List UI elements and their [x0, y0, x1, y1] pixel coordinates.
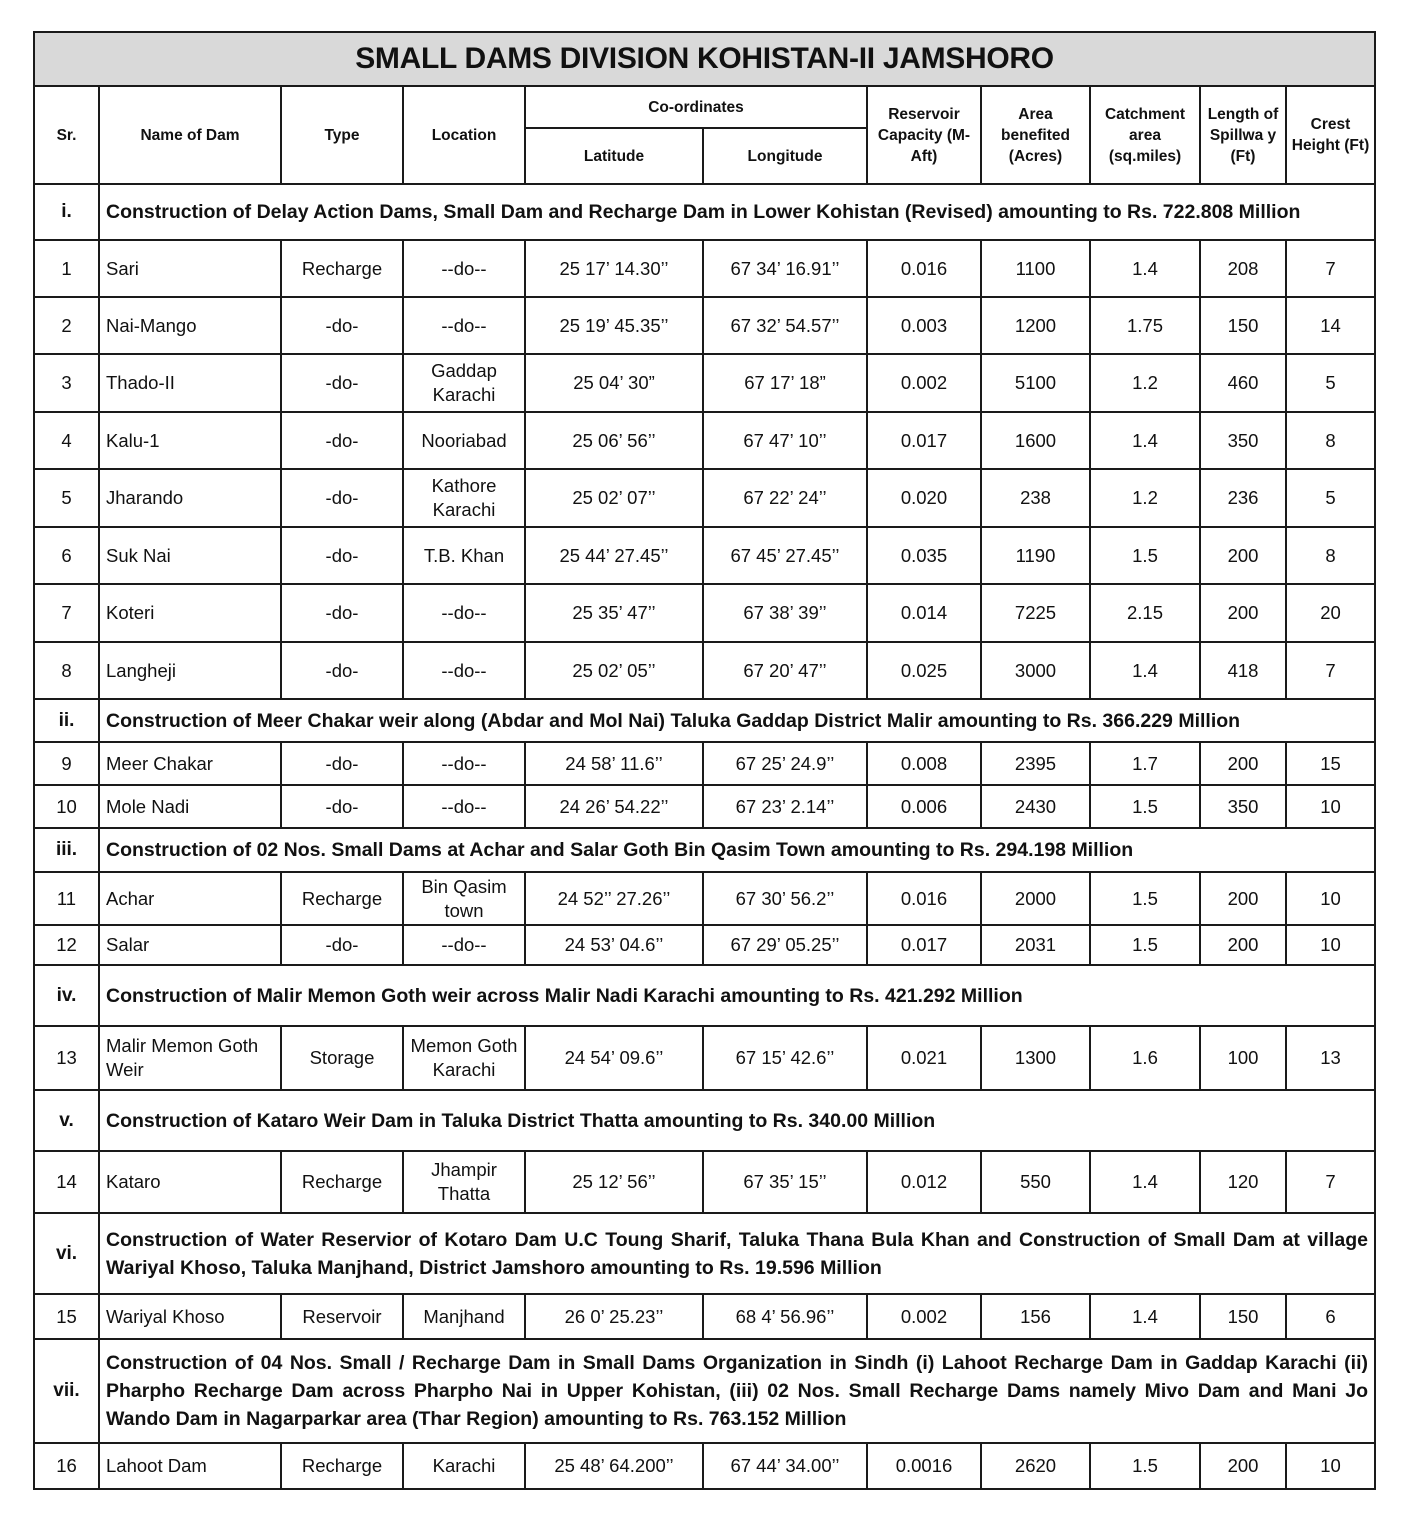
cell-crest: 7 [1286, 1151, 1375, 1213]
header-spillway: Length of Spillwa y (Ft) [1200, 86, 1286, 184]
table-row [34, 527, 1375, 584]
cell-name: Nai-Mango [99, 297, 281, 354]
cell-catchment: 1.5 [1090, 785, 1200, 828]
cell-lon: 67 38’ 39’’ [703, 584, 867, 642]
cell-area: 1100 [981, 240, 1090, 297]
table-row [34, 412, 1375, 469]
cell-name: Salar [99, 925, 281, 965]
cell-sr: 7 [34, 584, 99, 642]
cell-catchment: 1.5 [1090, 872, 1200, 925]
cell-location: Gaddap Karachi [403, 354, 525, 412]
cell-type: Recharge [281, 240, 403, 297]
cell-lon: 67 30’ 56.2’’ [703, 872, 867, 925]
cell-capacity: 0.003 [867, 297, 981, 354]
cell-spillway: 350 [1200, 412, 1286, 469]
cell-catchment: 1.5 [1090, 1443, 1200, 1489]
cell-name: Meer Chakar [99, 742, 281, 785]
cell-location: T.B. Khan [403, 527, 525, 584]
cell-lat: 25 04’ 30” [525, 354, 703, 412]
cell-type: -do- [281, 642, 403, 699]
section-description: Construction of Water Reservior of Kotaro Dam U.C Toung Sharif, Taluka Thana Bula Khan and Construction of Small Dam at village Wariyal Khoso, Taluka Manjhand, District Jamshoro amounting to Rs. 19.596 Million [99, 1213, 1375, 1294]
cell-lon: 67 34’ 16.91’’ [703, 240, 867, 297]
cell-type: Recharge [281, 1443, 403, 1489]
cell-crest: 15 [1286, 742, 1375, 785]
cell-name: Kalu-1 [99, 412, 281, 469]
table-row [34, 584, 1375, 642]
cell-sr: 4 [34, 412, 99, 469]
cell-location: Manjhand [403, 1294, 525, 1339]
cell-type: -do- [281, 469, 403, 527]
header-location: Location [403, 86, 525, 184]
cell-sr: 3 [34, 354, 99, 412]
cell-type: -do- [281, 785, 403, 828]
table-title: SMALL DAMS DIVISION KOHISTAN-II JAMSHORO [34, 32, 1375, 86]
header-catchment: Catchment area (sq.miles) [1090, 86, 1200, 184]
cell-type: Recharge [281, 1151, 403, 1213]
cell-capacity: 0.0016 [867, 1443, 981, 1489]
section-description: Construction of Kataro Weir Dam in Taluka District Thatta amounting to Rs. 340.00 Million [99, 1090, 1375, 1151]
cell-lat: 25 02’ 07’’ [525, 469, 703, 527]
cell-crest: 6 [1286, 1294, 1375, 1339]
cell-lat: 25 02’ 05’’ [525, 642, 703, 699]
cell-crest: 10 [1286, 925, 1375, 965]
cell-location: --do-- [403, 240, 525, 297]
cell-sr: 11 [34, 872, 99, 925]
cell-sr: 5 [34, 469, 99, 527]
table-row [34, 1026, 1375, 1090]
cell-type: -do- [281, 527, 403, 584]
cell-spillway: 120 [1200, 1151, 1286, 1213]
header-longitude: Longitude [703, 128, 867, 184]
cell-type: Recharge [281, 872, 403, 925]
cell-area: 1190 [981, 527, 1090, 584]
cell-sr: 6 [34, 527, 99, 584]
section-number: ii. [34, 699, 99, 742]
cell-spillway: 200 [1200, 872, 1286, 925]
section-number: iv. [34, 965, 99, 1026]
section-description: Construction of Delay Action Dams, Small Dam and Recharge Dam in Lower Kohistan (Revised) amounting to Rs. 722.808 Million [99, 184, 1375, 240]
cell-catchment: 1.7 [1090, 742, 1200, 785]
cell-area: 1200 [981, 297, 1090, 354]
cell-spillway: 200 [1200, 527, 1286, 584]
cell-capacity: 0.006 [867, 785, 981, 828]
cell-capacity: 0.002 [867, 354, 981, 412]
section-description: Construction of 02 Nos. Small Dams at Achar and Salar Goth Bin Qasim Town amounting to Rs. 294.198 Million [99, 828, 1375, 872]
cell-sr: 10 [34, 785, 99, 828]
cell-sr: 14 [34, 1151, 99, 1213]
table-row [34, 642, 1375, 699]
section-row [34, 699, 1375, 742]
cell-capacity: 0.020 [867, 469, 981, 527]
cell-lat: 25 19’ 45.35’’ [525, 297, 703, 354]
section-number: v. [34, 1090, 99, 1151]
table-row [34, 872, 1375, 925]
cell-lon: 67 35’ 15’’ [703, 1151, 867, 1213]
cell-catchment: 1.5 [1090, 925, 1200, 965]
cell-location: --do-- [403, 584, 525, 642]
cell-area: 2031 [981, 925, 1090, 965]
cell-lat: 24 54’ 09.6’’ [525, 1026, 703, 1090]
section-row [34, 1213, 1375, 1294]
cell-capacity: 0.014 [867, 584, 981, 642]
cell-lon: 68 4’ 56.96’’ [703, 1294, 867, 1339]
cell-name: Suk Nai [99, 527, 281, 584]
cell-name: Jharando [99, 469, 281, 527]
title-row [34, 32, 1375, 86]
cell-spillway: 236 [1200, 469, 1286, 527]
cell-catchment: 1.2 [1090, 354, 1200, 412]
cell-sr: 8 [34, 642, 99, 699]
cell-type: -do- [281, 584, 403, 642]
cell-capacity: 0.025 [867, 642, 981, 699]
cell-type: -do- [281, 412, 403, 469]
cell-spillway: 200 [1200, 584, 1286, 642]
cell-crest: 20 [1286, 584, 1375, 642]
cell-lat: 25 12’ 56’’ [525, 1151, 703, 1213]
header-coordinates: Co-ordinates [525, 86, 867, 128]
header-crest: Crest Height (Ft) [1286, 86, 1375, 184]
cell-capacity: 0.008 [867, 742, 981, 785]
cell-name: Thado-II [99, 354, 281, 412]
header-capacity: Reservoir Capacity (M-Aft) [867, 86, 981, 184]
cell-crest: 7 [1286, 642, 1375, 699]
cell-lon: 67 32’ 54.57’’ [703, 297, 867, 354]
table-row [34, 354, 1375, 412]
cell-lon: 67 44’ 34.00’’ [703, 1443, 867, 1489]
cell-location: Karachi [403, 1443, 525, 1489]
cell-area: 550 [981, 1151, 1090, 1213]
table-row [34, 1443, 1375, 1489]
cell-name: Kataro [99, 1151, 281, 1213]
cell-type: -do- [281, 297, 403, 354]
cell-lat: 24 52’’ 27.26’’ [525, 872, 703, 925]
cell-location: Kathore Karachi [403, 469, 525, 527]
header-area: Area benefited (Acres) [981, 86, 1090, 184]
cell-location: Nooriabad [403, 412, 525, 469]
cell-name: Mole Nadi [99, 785, 281, 828]
cell-lon: 67 17’ 18” [703, 354, 867, 412]
cell-location: Memon Goth Karachi [403, 1026, 525, 1090]
cell-sr: 12 [34, 925, 99, 965]
cell-spillway: 200 [1200, 742, 1286, 785]
cell-area: 1600 [981, 412, 1090, 469]
cell-sr: 13 [34, 1026, 99, 1090]
cell-catchment: 1.4 [1090, 412, 1200, 469]
cell-crest: 5 [1286, 469, 1375, 527]
table-row [34, 1294, 1375, 1339]
cell-lon: 67 20’ 47’’ [703, 642, 867, 699]
cell-lat: 24 26’ 54.22’’ [525, 785, 703, 828]
cell-capacity: 0.017 [867, 925, 981, 965]
table-row [34, 1151, 1375, 1213]
cell-location: --do-- [403, 297, 525, 354]
table-row [34, 469, 1375, 527]
cell-spillway: 418 [1200, 642, 1286, 699]
section-number: i. [34, 184, 99, 240]
cell-area: 1300 [981, 1026, 1090, 1090]
cell-sr: 1 [34, 240, 99, 297]
section-description: Construction of Meer Chakar weir along (Abdar and Mol Nai) Taluka Gaddap District Malir amounting to Rs. 366.229 Million [99, 699, 1375, 742]
cell-catchment: 1.4 [1090, 1294, 1200, 1339]
cell-type: -do- [281, 925, 403, 965]
cell-lon: 67 29’ 05.25’’ [703, 925, 867, 965]
cell-location: --do-- [403, 742, 525, 785]
cell-sr: 15 [34, 1294, 99, 1339]
cell-spillway: 100 [1200, 1026, 1286, 1090]
cell-type: Storage [281, 1026, 403, 1090]
cell-area: 238 [981, 469, 1090, 527]
section-description: Construction of Malir Memon Goth weir across Malir Nadi Karachi amounting to Rs. 421.292 Million [99, 965, 1375, 1026]
cell-spillway: 200 [1200, 925, 1286, 965]
cell-name: Sari [99, 240, 281, 297]
cell-area: 5100 [981, 354, 1090, 412]
cell-location: --do-- [403, 925, 525, 965]
cell-capacity: 0.017 [867, 412, 981, 469]
section-row [34, 1339, 1375, 1443]
section-row [34, 828, 1375, 872]
cell-name: Langheji [99, 642, 281, 699]
cell-area: 7225 [981, 584, 1090, 642]
table-row [34, 785, 1375, 828]
cell-area: 2620 [981, 1443, 1090, 1489]
cell-crest: 10 [1286, 1443, 1375, 1489]
section-number: iii. [34, 828, 99, 872]
cell-lon: 67 47’ 10’’ [703, 412, 867, 469]
table-row [34, 742, 1375, 785]
cell-capacity: 0.002 [867, 1294, 981, 1339]
cell-name: Lahoot Dam [99, 1443, 281, 1489]
cell-crest: 8 [1286, 412, 1375, 469]
cell-crest: 8 [1286, 527, 1375, 584]
cell-crest: 10 [1286, 785, 1375, 828]
cell-lat: 25 17’ 14.30’’ [525, 240, 703, 297]
cell-name: Koteri [99, 584, 281, 642]
table-row [34, 240, 1375, 297]
cell-lat: 25 44’ 27.45’’ [525, 527, 703, 584]
cell-catchment: 2.15 [1090, 584, 1200, 642]
cell-lat: 24 58’ 11.6’’ [525, 742, 703, 785]
cell-name: Malir Memon Goth Weir [99, 1026, 281, 1090]
header-sr: Sr. [34, 86, 99, 184]
cell-lon: 67 23’ 2.14’’ [703, 785, 867, 828]
cell-capacity: 0.021 [867, 1026, 981, 1090]
cell-location: --do-- [403, 785, 525, 828]
section-row [34, 1090, 1375, 1151]
cell-lon: 67 22’ 24’’ [703, 469, 867, 527]
table-body [34, 184, 1375, 1489]
cell-type: Reservoir [281, 1294, 403, 1339]
cell-lon: 67 15’ 42.6’’ [703, 1026, 867, 1090]
table-row [34, 925, 1375, 965]
cell-crest: 7 [1286, 240, 1375, 297]
cell-crest: 13 [1286, 1026, 1375, 1090]
cell-crest: 10 [1286, 872, 1375, 925]
cell-sr: 16 [34, 1443, 99, 1489]
section-description: Construction of 04 Nos. Small / Recharge Dam in Small Dams Organization in Sindh (i) Lahoot Recharge Dam in Gaddap Karachi (ii) Pharpho Recharge Dam across Pharpho Nai in Upper Kohistan, (iii) 02 Nos. Small Recharge Dams namely Mivo Dam and Mani Jo Wando Dam in Nagarparkar area (Thar Region) amounting to Rs. 763.152 Million [99, 1339, 1375, 1443]
cell-type: -do- [281, 742, 403, 785]
cell-location: Bin Qasim town [403, 872, 525, 925]
cell-catchment: 1.75 [1090, 297, 1200, 354]
cell-catchment: 1.4 [1090, 1151, 1200, 1213]
header-latitude: Latitude [525, 128, 703, 184]
section-number: vii. [34, 1339, 99, 1443]
cell-catchment: 1.5 [1090, 527, 1200, 584]
cell-location: --do-- [403, 642, 525, 699]
cell-lon: 67 45’ 27.45’’ [703, 527, 867, 584]
cell-name: Wariyal Khoso [99, 1294, 281, 1339]
cell-spillway: 350 [1200, 785, 1286, 828]
section-number: vi. [34, 1213, 99, 1294]
cell-spillway: 200 [1200, 1443, 1286, 1489]
cell-sr: 9 [34, 742, 99, 785]
header-name: Name of Dam [99, 86, 281, 184]
cell-lat: 26 0’ 25.23’’ [525, 1294, 703, 1339]
cell-crest: 14 [1286, 297, 1375, 354]
cell-name: Achar [99, 872, 281, 925]
cell-area: 2395 [981, 742, 1090, 785]
cell-area: 2000 [981, 872, 1090, 925]
cell-capacity: 0.035 [867, 527, 981, 584]
dams-table-container [33, 31, 1376, 1490]
cell-spillway: 150 [1200, 297, 1286, 354]
cell-crest: 5 [1286, 354, 1375, 412]
cell-catchment: 1.6 [1090, 1026, 1200, 1090]
cell-capacity: 0.016 [867, 872, 981, 925]
cell-catchment: 1.4 [1090, 240, 1200, 297]
section-row [34, 965, 1375, 1026]
cell-area: 2430 [981, 785, 1090, 828]
cell-location: Jhampir Thatta [403, 1151, 525, 1213]
cell-catchment: 1.2 [1090, 469, 1200, 527]
cell-lat: 25 06’ 56’’ [525, 412, 703, 469]
header-row-1 [34, 86, 1375, 128]
cell-area: 3000 [981, 642, 1090, 699]
table-row [34, 297, 1375, 354]
cell-lat: 24 53’ 04.6’’ [525, 925, 703, 965]
cell-capacity: 0.012 [867, 1151, 981, 1213]
cell-sr: 2 [34, 297, 99, 354]
cell-type: -do- [281, 354, 403, 412]
cell-catchment: 1.4 [1090, 642, 1200, 699]
cell-lon: 67 25’ 24.9’’ [703, 742, 867, 785]
cell-spillway: 208 [1200, 240, 1286, 297]
dams-table [33, 31, 1376, 1490]
header-type: Type [281, 86, 403, 184]
cell-spillway: 460 [1200, 354, 1286, 412]
cell-lat: 25 35’ 47’’ [525, 584, 703, 642]
cell-capacity: 0.016 [867, 240, 981, 297]
section-row [34, 184, 1375, 240]
cell-area: 156 [981, 1294, 1090, 1339]
cell-spillway: 150 [1200, 1294, 1286, 1339]
cell-lat: 25 48’ 64.200’’ [525, 1443, 703, 1489]
